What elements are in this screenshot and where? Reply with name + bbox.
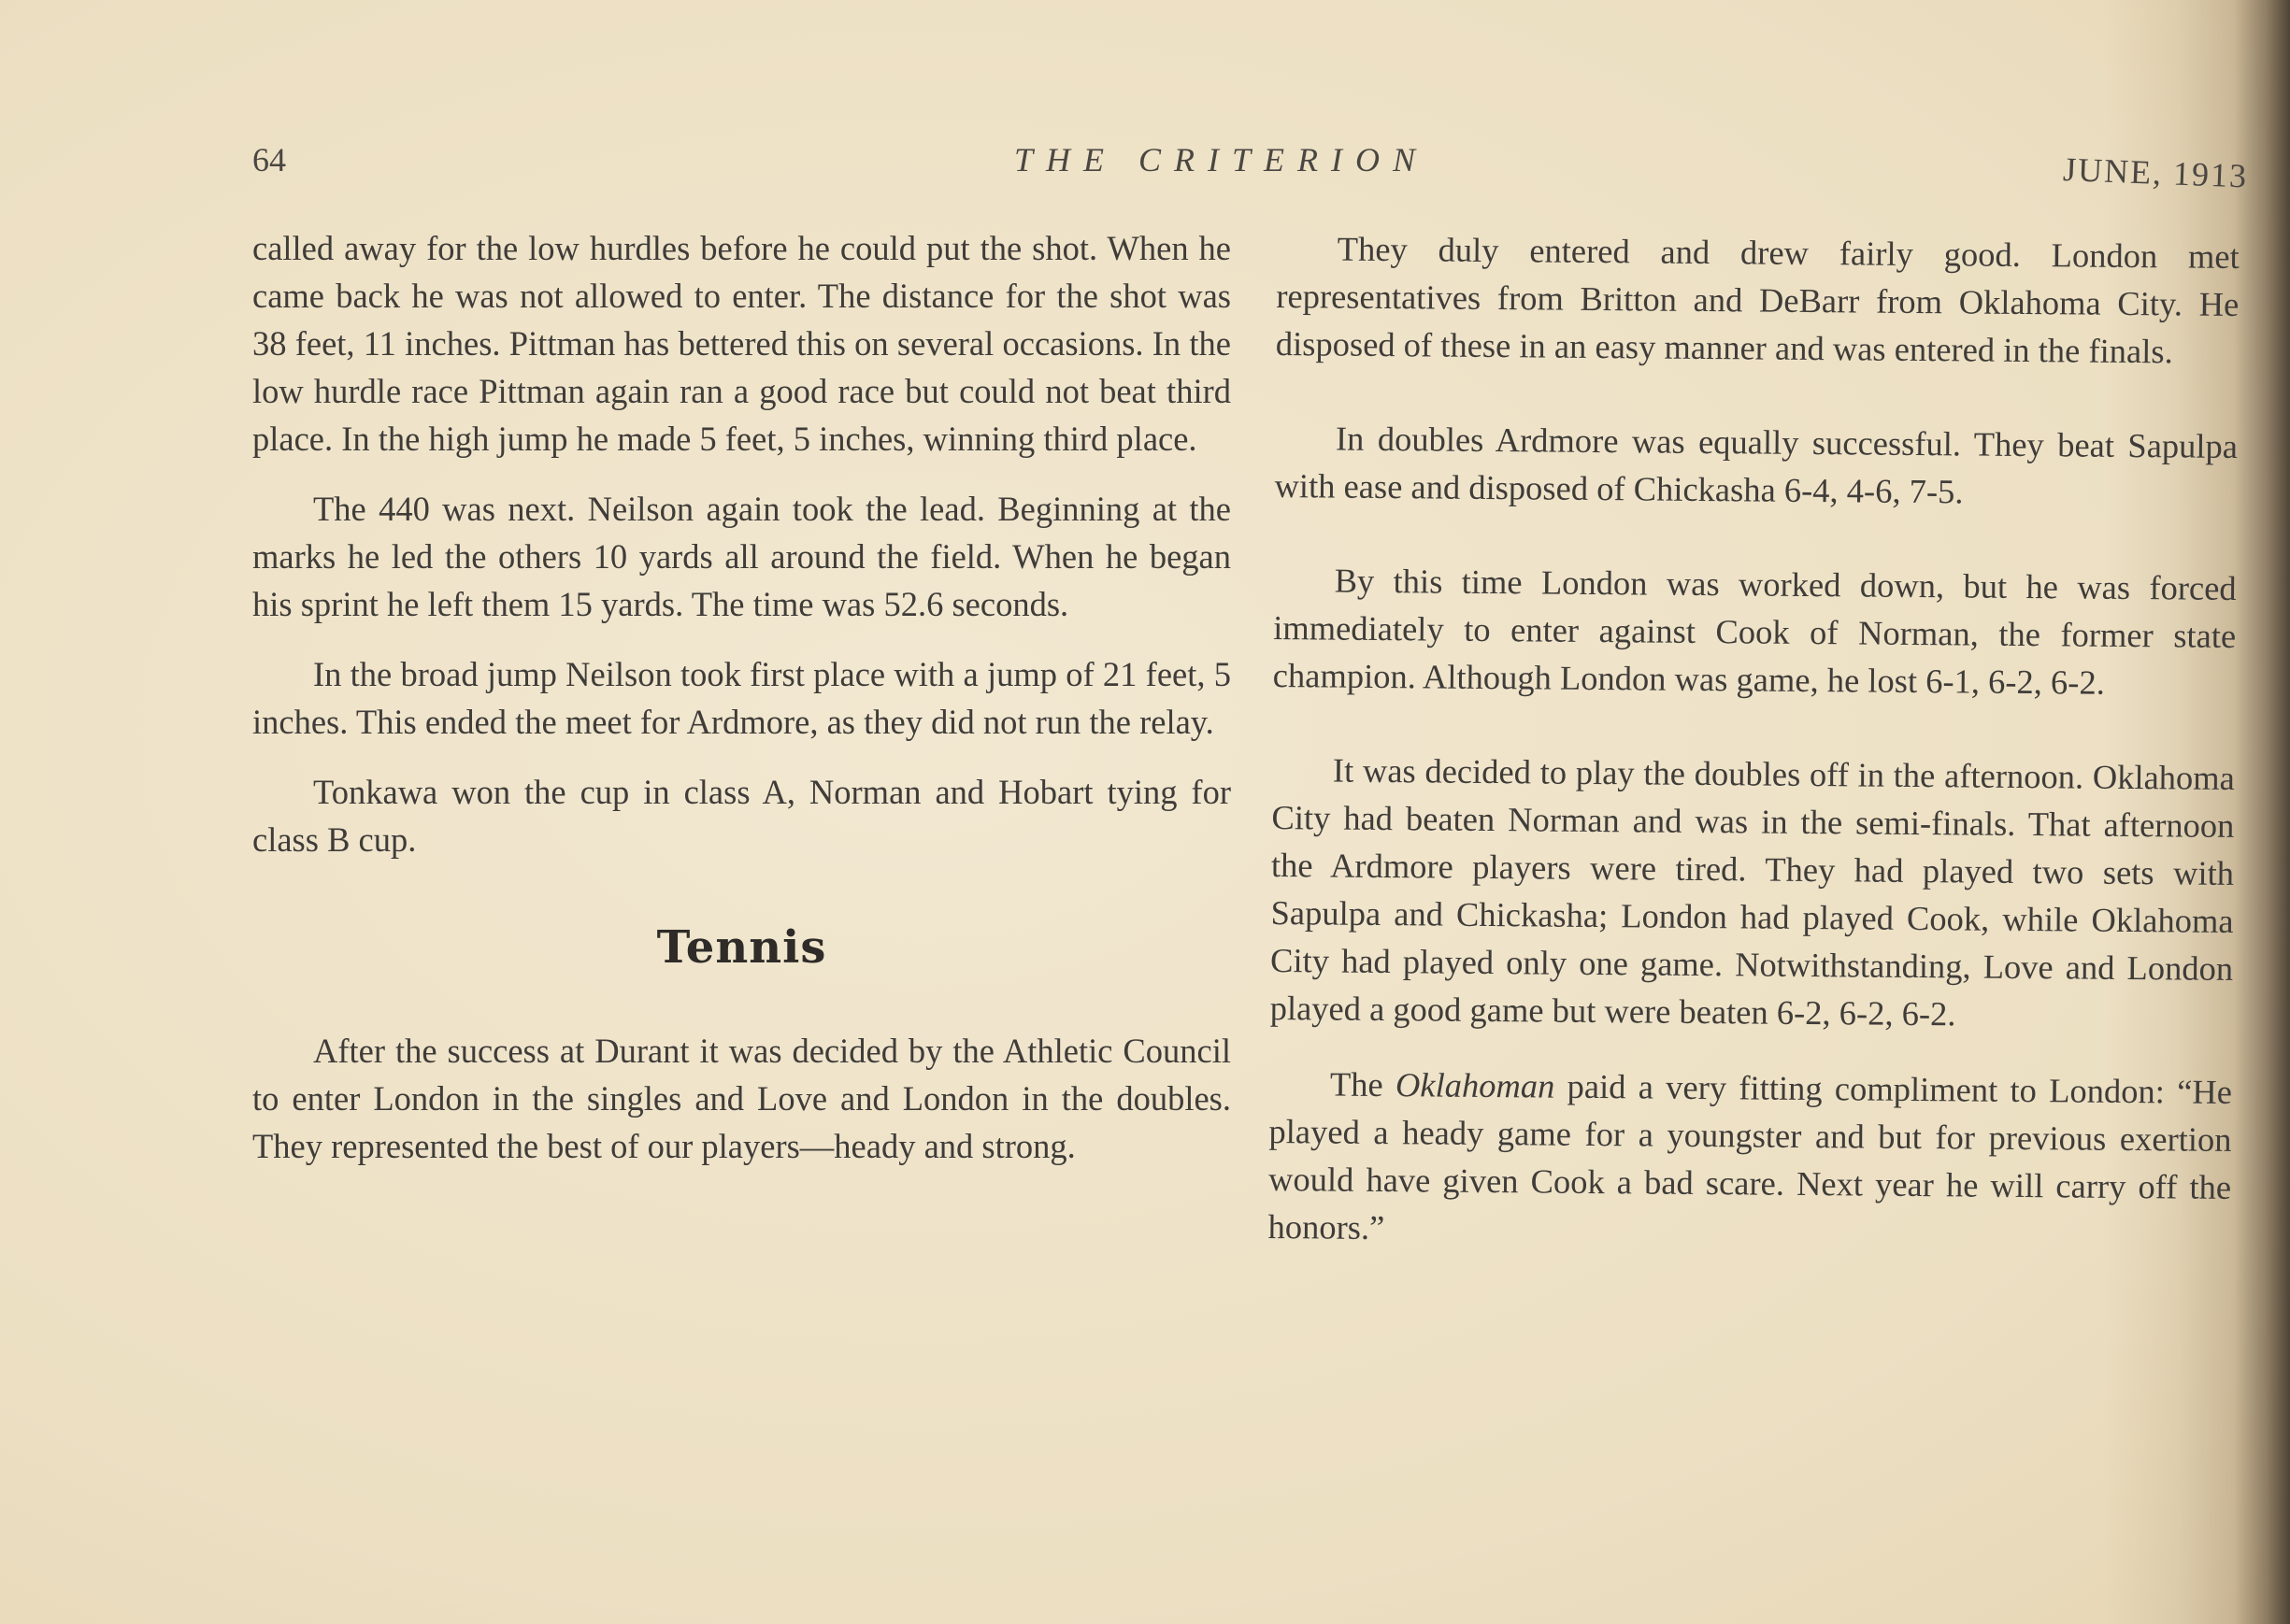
paragraph-oklahoman xyxy=(1267,1060,2232,1259)
left-column xyxy=(252,224,1231,1170)
page-number: 64 xyxy=(252,141,286,178)
issue-date: JUNE, 1913 xyxy=(2062,150,2249,195)
paragraph-singles: They duly entered and drew fairly good. London met representatives from Britton and DeBarr from Oklahoma City. He disposed of these in an easy manner and was entered in the finals. xyxy=(1275,229,2240,371)
paragraph-doubles: In doubles Ardmore was equally successful. They beat Sapulpa with ease and disposed of Chickasha 6-4, 4-6, 7-5. xyxy=(1274,419,2239,511)
paragraph-broad-jump: In the broad jump Neilson took first place with a jump of 21 feet, 5 inches. This ended the meet for Ardmore, as they did not run the relay. xyxy=(252,655,1231,741)
oklahoman-lead: The xyxy=(1329,1064,1396,1104)
right-column xyxy=(1267,224,2240,1259)
paragraph-shot-continued: called away for the low hurdles before he could put the shot. When he came back he was not allowed to enter. The distance for the shot was 38 feet, 11 inches. Pittman has bettered this on several occasions. In the low hurdle race Pittman again ran a good race but could not beat third place. In the high jump he made 5 feet, 5 inches, winning third place. xyxy=(252,229,1231,458)
journal-title: THE CRITERION xyxy=(1014,141,1428,178)
oklahoman-quote: paid a very fitting compliment to London: “He played a heady game for a youngster and but for previous exertion would have given Cook a bad scare. Next year he will carry off the honors.” xyxy=(1267,1066,2233,1247)
oklahoman-title: Oklahoman xyxy=(1395,1065,1555,1105)
paragraph-final: By this time London was worked down, but he was forced immediately to enter against Cook of Norman, the former state champion. Although London was game, he lost 6-1, 6-2, 6-2. xyxy=(1272,561,2237,702)
paragraph-tennis-intro: After the success at Durant it was decided by the Athletic Council to enter London in the singles and Love and London in the doubles. They represented the best of our players—heady and strong. xyxy=(252,1032,1231,1165)
paragraph-afternoon: It was decided to play the doubles off in the afternoon. Oklahoma City had beaten Norman and was in the semi-finals. That afternoon the Ardmore players were tired. They had played two sets with Sapulpa and Chickasha; London had played Cook, while Oklahoma City had played only one game. Notwithstanding, Love and London played a good game but were beaten 6-2, 6-2, 6-2. xyxy=(1269,750,2236,1033)
paragraph-440: The 440 was next. Neilson again took the lead. Beginning at the marks he led the others 10 yards all around the field. When he began his sprint he left them 15 yards. The time was 52.6 seconds. xyxy=(252,490,1231,623)
paragraph-cup: Tonkawa won the cup in class A, Norman and Hobart tying for class B cup. xyxy=(252,773,1231,859)
tennis-heading: Tennis xyxy=(656,921,827,974)
